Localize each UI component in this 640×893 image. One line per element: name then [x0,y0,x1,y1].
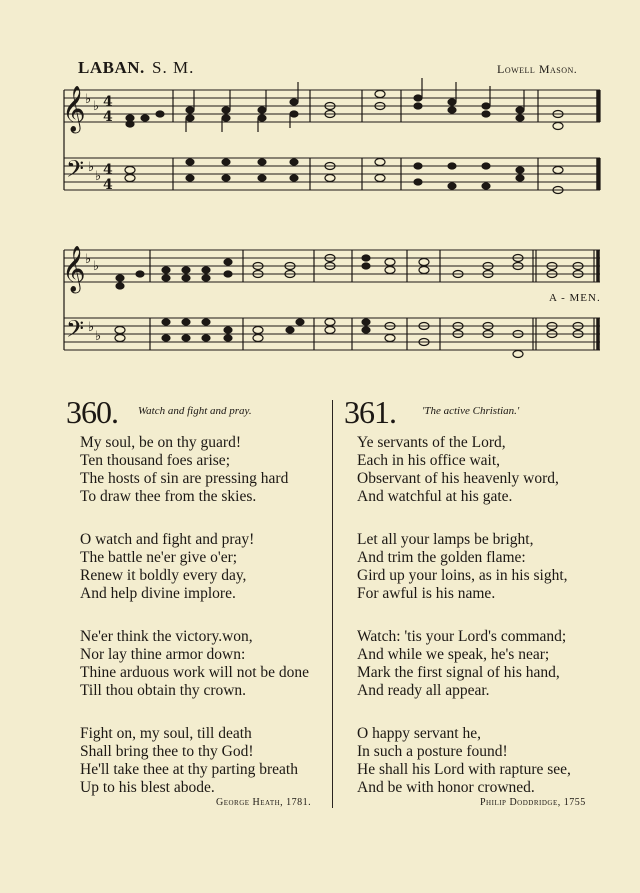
verse-line: Ne'er think the victory.won, [80,628,253,645]
hymn-title: Watch and fight and pray. [138,405,252,417]
verse-line: Mark the first signal of his hand, [357,664,560,681]
verse-line: Nor lay thine armor down: [80,646,246,663]
stanza [80,725,298,797]
treble-clef-icon: 𝄞 [62,246,86,292]
svg-text:♭: ♭ [88,160,95,175]
staff-lines [64,90,600,350]
verse-line: Thine arduous work will not be done [80,664,310,681]
verse-line: Observant of his heavenly word, [357,470,559,487]
svg-text:♭: ♭ [85,92,92,107]
verse-line: And trim the golden flame: [357,549,526,566]
verse-line: O watch and fight and pray! [80,531,255,548]
bass-clef-icon: 𝄢 [66,315,85,348]
verse-line: Up to his blest abode. [80,779,215,796]
verse-line: The battle ne'er give o'er; [80,549,238,566]
music-score [0,0,640,400]
composer: Lowell Mason. [497,62,578,76]
hymn-author: George Heath, 1781. [216,797,312,808]
tune-meter: S. M. [152,58,195,77]
svg-text:♭: ♭ [95,329,102,344]
stanza [80,434,288,506]
verse-line: Renew it boldly every day, [80,567,247,584]
verse-line: And help divine implore. [80,585,236,602]
verse-line: Gird up your loins, as in his sight, [357,567,568,584]
verse-line: My soul, be on thy guard! [80,434,242,451]
svg-text:♭: ♭ [88,320,95,335]
stanza [357,725,571,797]
verse-line: And watchful at his gate. [357,488,513,505]
stanza [357,434,559,506]
verse-line: For awful is his name. [357,585,496,602]
verse-line: Watch: 'tis your Lord's command; [357,628,567,645]
stanza [357,531,568,603]
verse-line: Let all your lamps be bright, [357,531,534,548]
stanza [80,531,254,603]
column-divider [332,400,333,808]
svg-text:♭: ♭ [95,169,102,184]
stanza [80,628,309,700]
verse-line: He shall his Lord with rapture see, [357,761,571,778]
verse-line: Ye servants of the Lord, [357,434,506,451]
verse-line: He'll take thee at thy parting breath [80,761,298,778]
verse-line: O happy servant he, [357,725,481,742]
verse-line: Shall bring thee to thy God! [80,743,254,760]
tune-name: LABAN. [78,58,145,77]
verse-line: Each in his office wait, [357,452,501,469]
verse-line: And be with honor crowned. [357,779,535,796]
verse-line: And ready all appear. [357,682,490,699]
verse-line: Till thou obtain thy crown. [80,682,247,699]
svg-text:4: 4 [103,109,113,125]
notes [126,78,563,132]
svg-text:4: 4 [103,94,113,110]
verse-line: The hosts of sin are pressing hard [80,470,289,487]
stanza [357,628,566,700]
svg-text:♭: ♭ [85,252,92,267]
verse-line: Ten thousand foes arise; [80,452,230,469]
svg-text:♭: ♭ [93,259,100,274]
verse-line: And while we speak, he's near; [357,646,550,663]
treble-clef-icon: 𝄞 [62,86,86,132]
svg-text:4: 4 [103,162,113,178]
verse-line: Fight on, my soul, till death [80,725,252,742]
verse-line: To draw thee from the skies. [80,488,257,505]
bass-clef-icon: 𝄢 [66,155,85,188]
hymn-title: 'The active Christian.' [422,405,520,417]
hymn-number: 360. [66,394,118,430]
svg-text:4: 4 [103,177,113,193]
hymn-author: Philip Doddridge, 1755 [480,797,586,808]
verse-line: In such a posture found! [357,743,508,760]
hymn-number: 361. [344,394,396,430]
svg-text:♭: ♭ [93,99,100,114]
amen-label: A - MEN. [549,292,601,304]
